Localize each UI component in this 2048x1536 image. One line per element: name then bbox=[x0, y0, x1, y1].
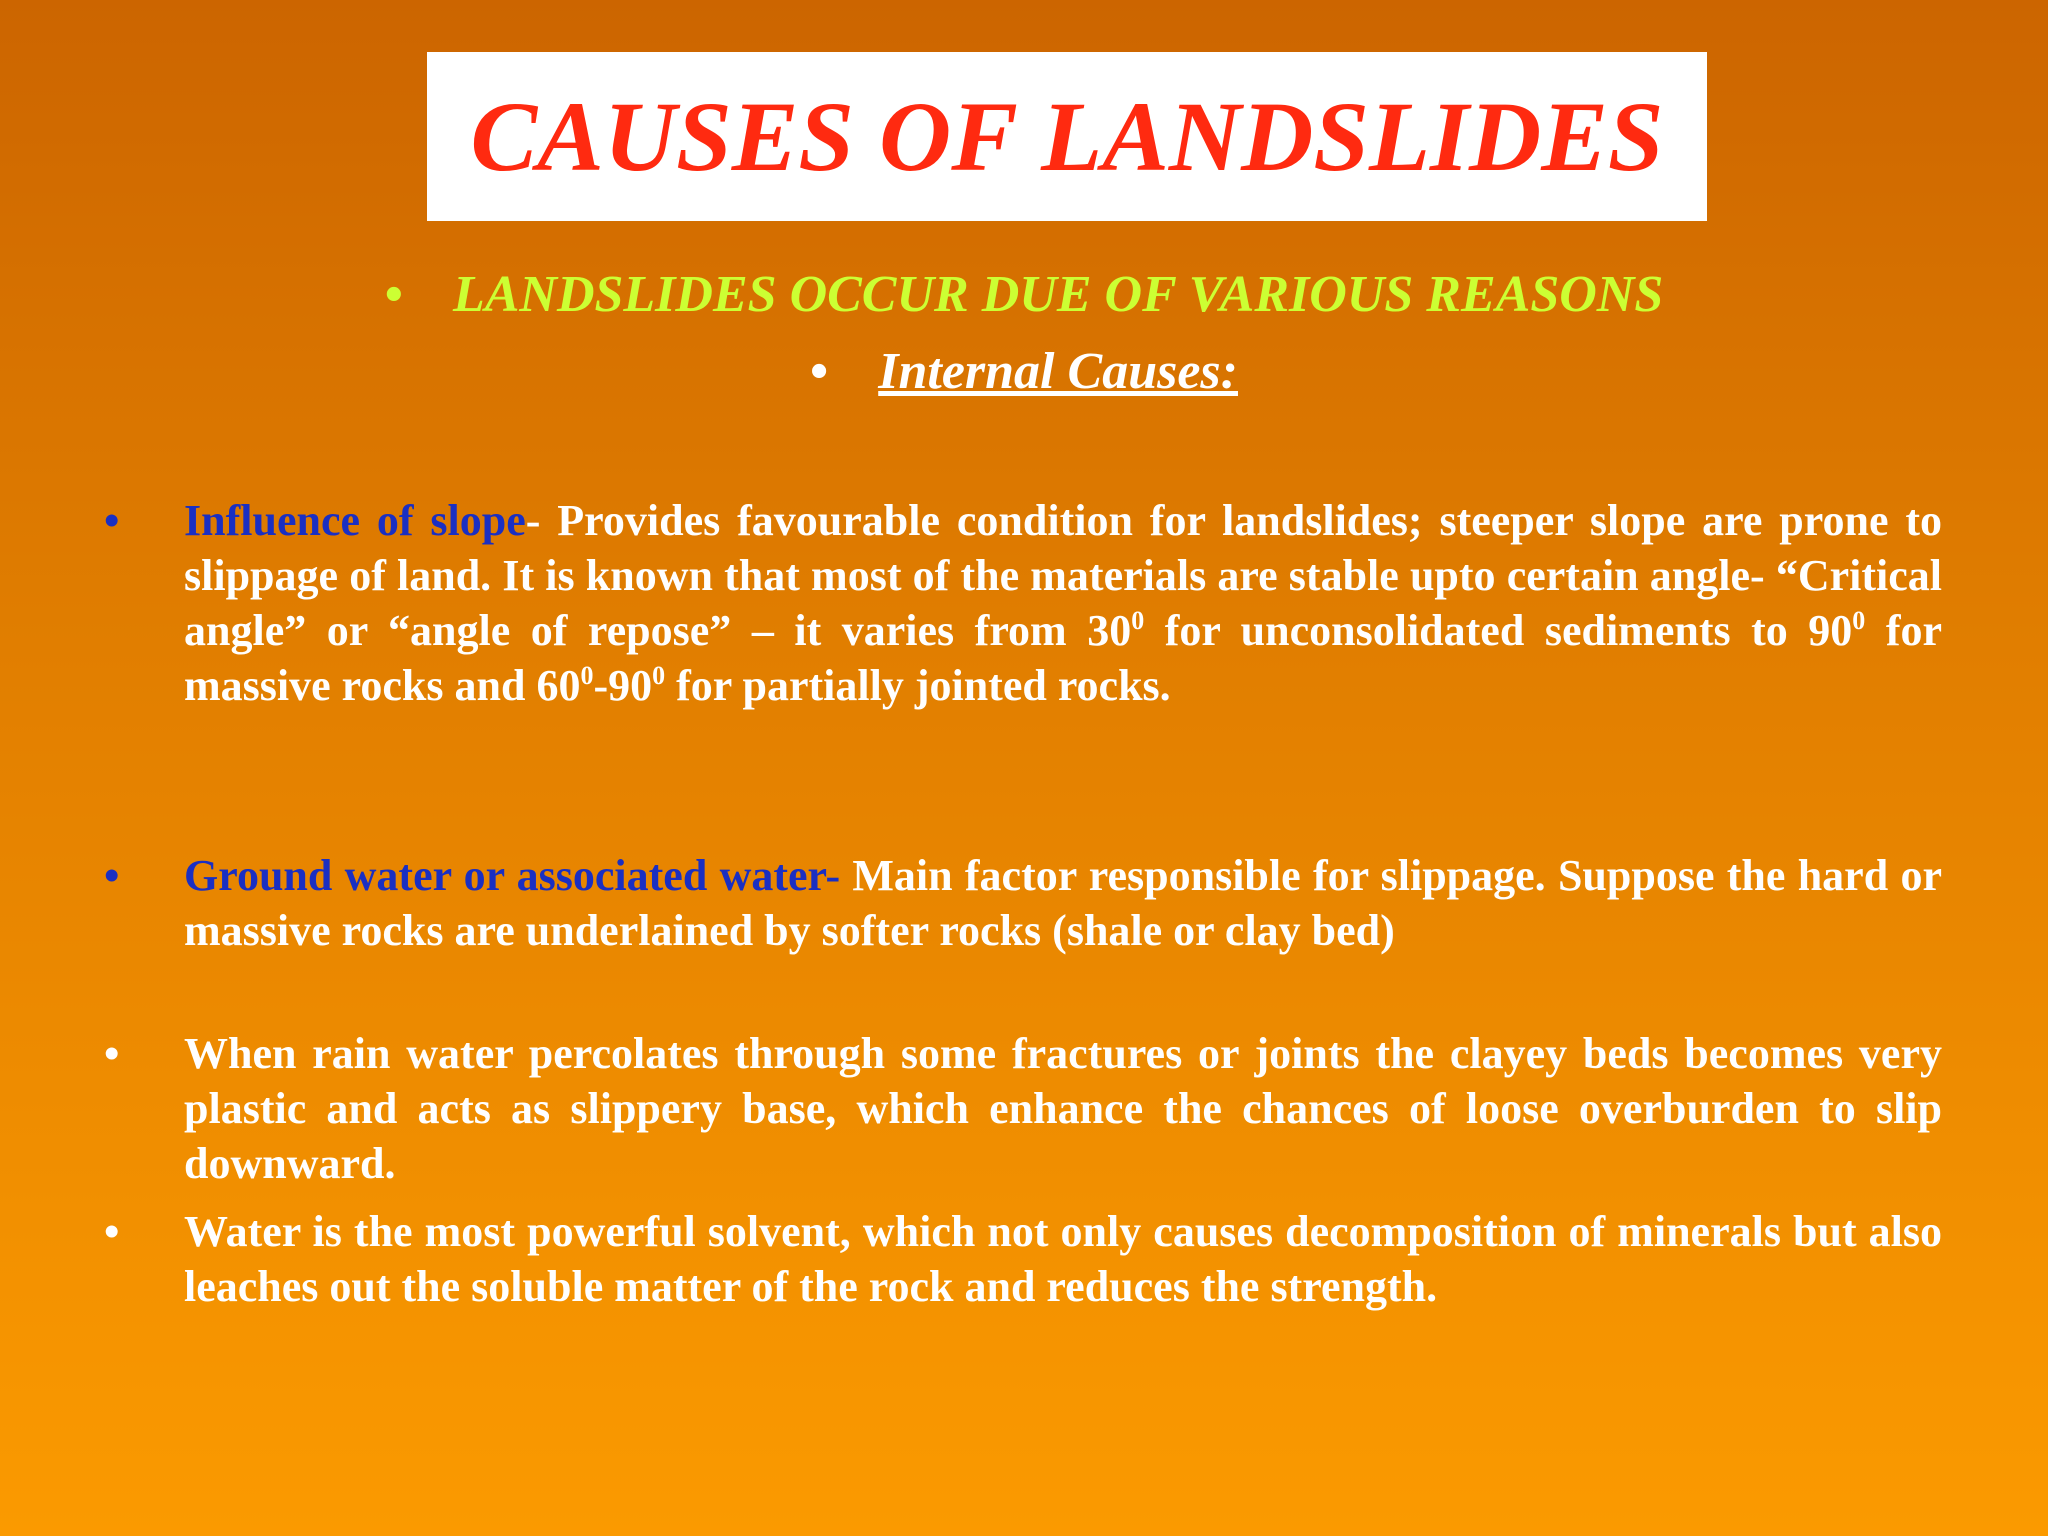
bullet-lead: Influence of slope bbox=[184, 496, 526, 545]
bullet-dot: • bbox=[104, 1207, 120, 1256]
bullet-text: Main factor responsible for slippage. Suppose the hard or massive rocks are underlained by softer rocks (shale or clay bed) bbox=[184, 851, 1942, 955]
bullet-text: for unconsolidated sediments to 90 bbox=[1144, 606, 1853, 655]
section-heading: Internal Causes: bbox=[878, 343, 1238, 400]
superscript: 0 bbox=[652, 661, 666, 690]
bullet-text: for massive rocks and 60 bbox=[184, 606, 1942, 710]
bullet-dot: • bbox=[104, 851, 120, 900]
bullet-text: Water is the most powerful solvent, which not only causes decomposition of minerals but also leaches out the soluble matter of the rock and reduces the strength. bbox=[184, 1207, 1942, 1311]
bullet-lead-sep: - bbox=[525, 496, 541, 545]
section-heading-line bbox=[0, 342, 2048, 401]
superscript: 0 bbox=[1852, 606, 1866, 635]
bullet-text: When rain water percolates through some fractures or joints the clayey beds becomes very plastic and acts as slippery base, which enhance the chances of loose overburden to slip downward. bbox=[184, 1029, 1942, 1188]
bullet-text: -90 bbox=[593, 661, 653, 710]
bullet-body bbox=[184, 1204, 1942, 1314]
bullet-solvent bbox=[104, 1204, 1942, 1314]
bullet-dot: • bbox=[384, 266, 403, 323]
bullet-lead: Ground water or associated water- bbox=[184, 851, 841, 900]
superscript: 0 bbox=[1131, 606, 1145, 635]
bullet-body bbox=[184, 493, 1942, 713]
bullet-text: for partially jointed rocks. bbox=[665, 661, 1171, 710]
bullet-slope bbox=[104, 493, 1942, 713]
bullet-ground-water bbox=[104, 848, 1942, 958]
bullet-text: Provides favourable condition for landslides; steeper slope are prone to slippage of land. It is known that most of the materials are stable upto certain angle- “Critical angle” or “angle of repose” – it varies from 30 bbox=[184, 496, 1943, 655]
title-box bbox=[427, 52, 1707, 221]
superscript: 0 bbox=[580, 661, 594, 690]
bullet-dot: • bbox=[810, 343, 829, 400]
slide-title: CAUSES OF LANDSLIDES bbox=[470, 80, 1664, 192]
bullet-body bbox=[184, 1026, 1942, 1191]
subtitle: LANDSLIDES OCCUR DUE OF VARIOUS REASONS bbox=[452, 266, 1664, 323]
bullet-dot: • bbox=[104, 496, 120, 545]
bullet-body bbox=[184, 848, 1942, 958]
subtitle-line bbox=[0, 265, 2048, 324]
bullet-rain-water bbox=[104, 1026, 1942, 1191]
bullet-dot: • bbox=[104, 1029, 120, 1078]
